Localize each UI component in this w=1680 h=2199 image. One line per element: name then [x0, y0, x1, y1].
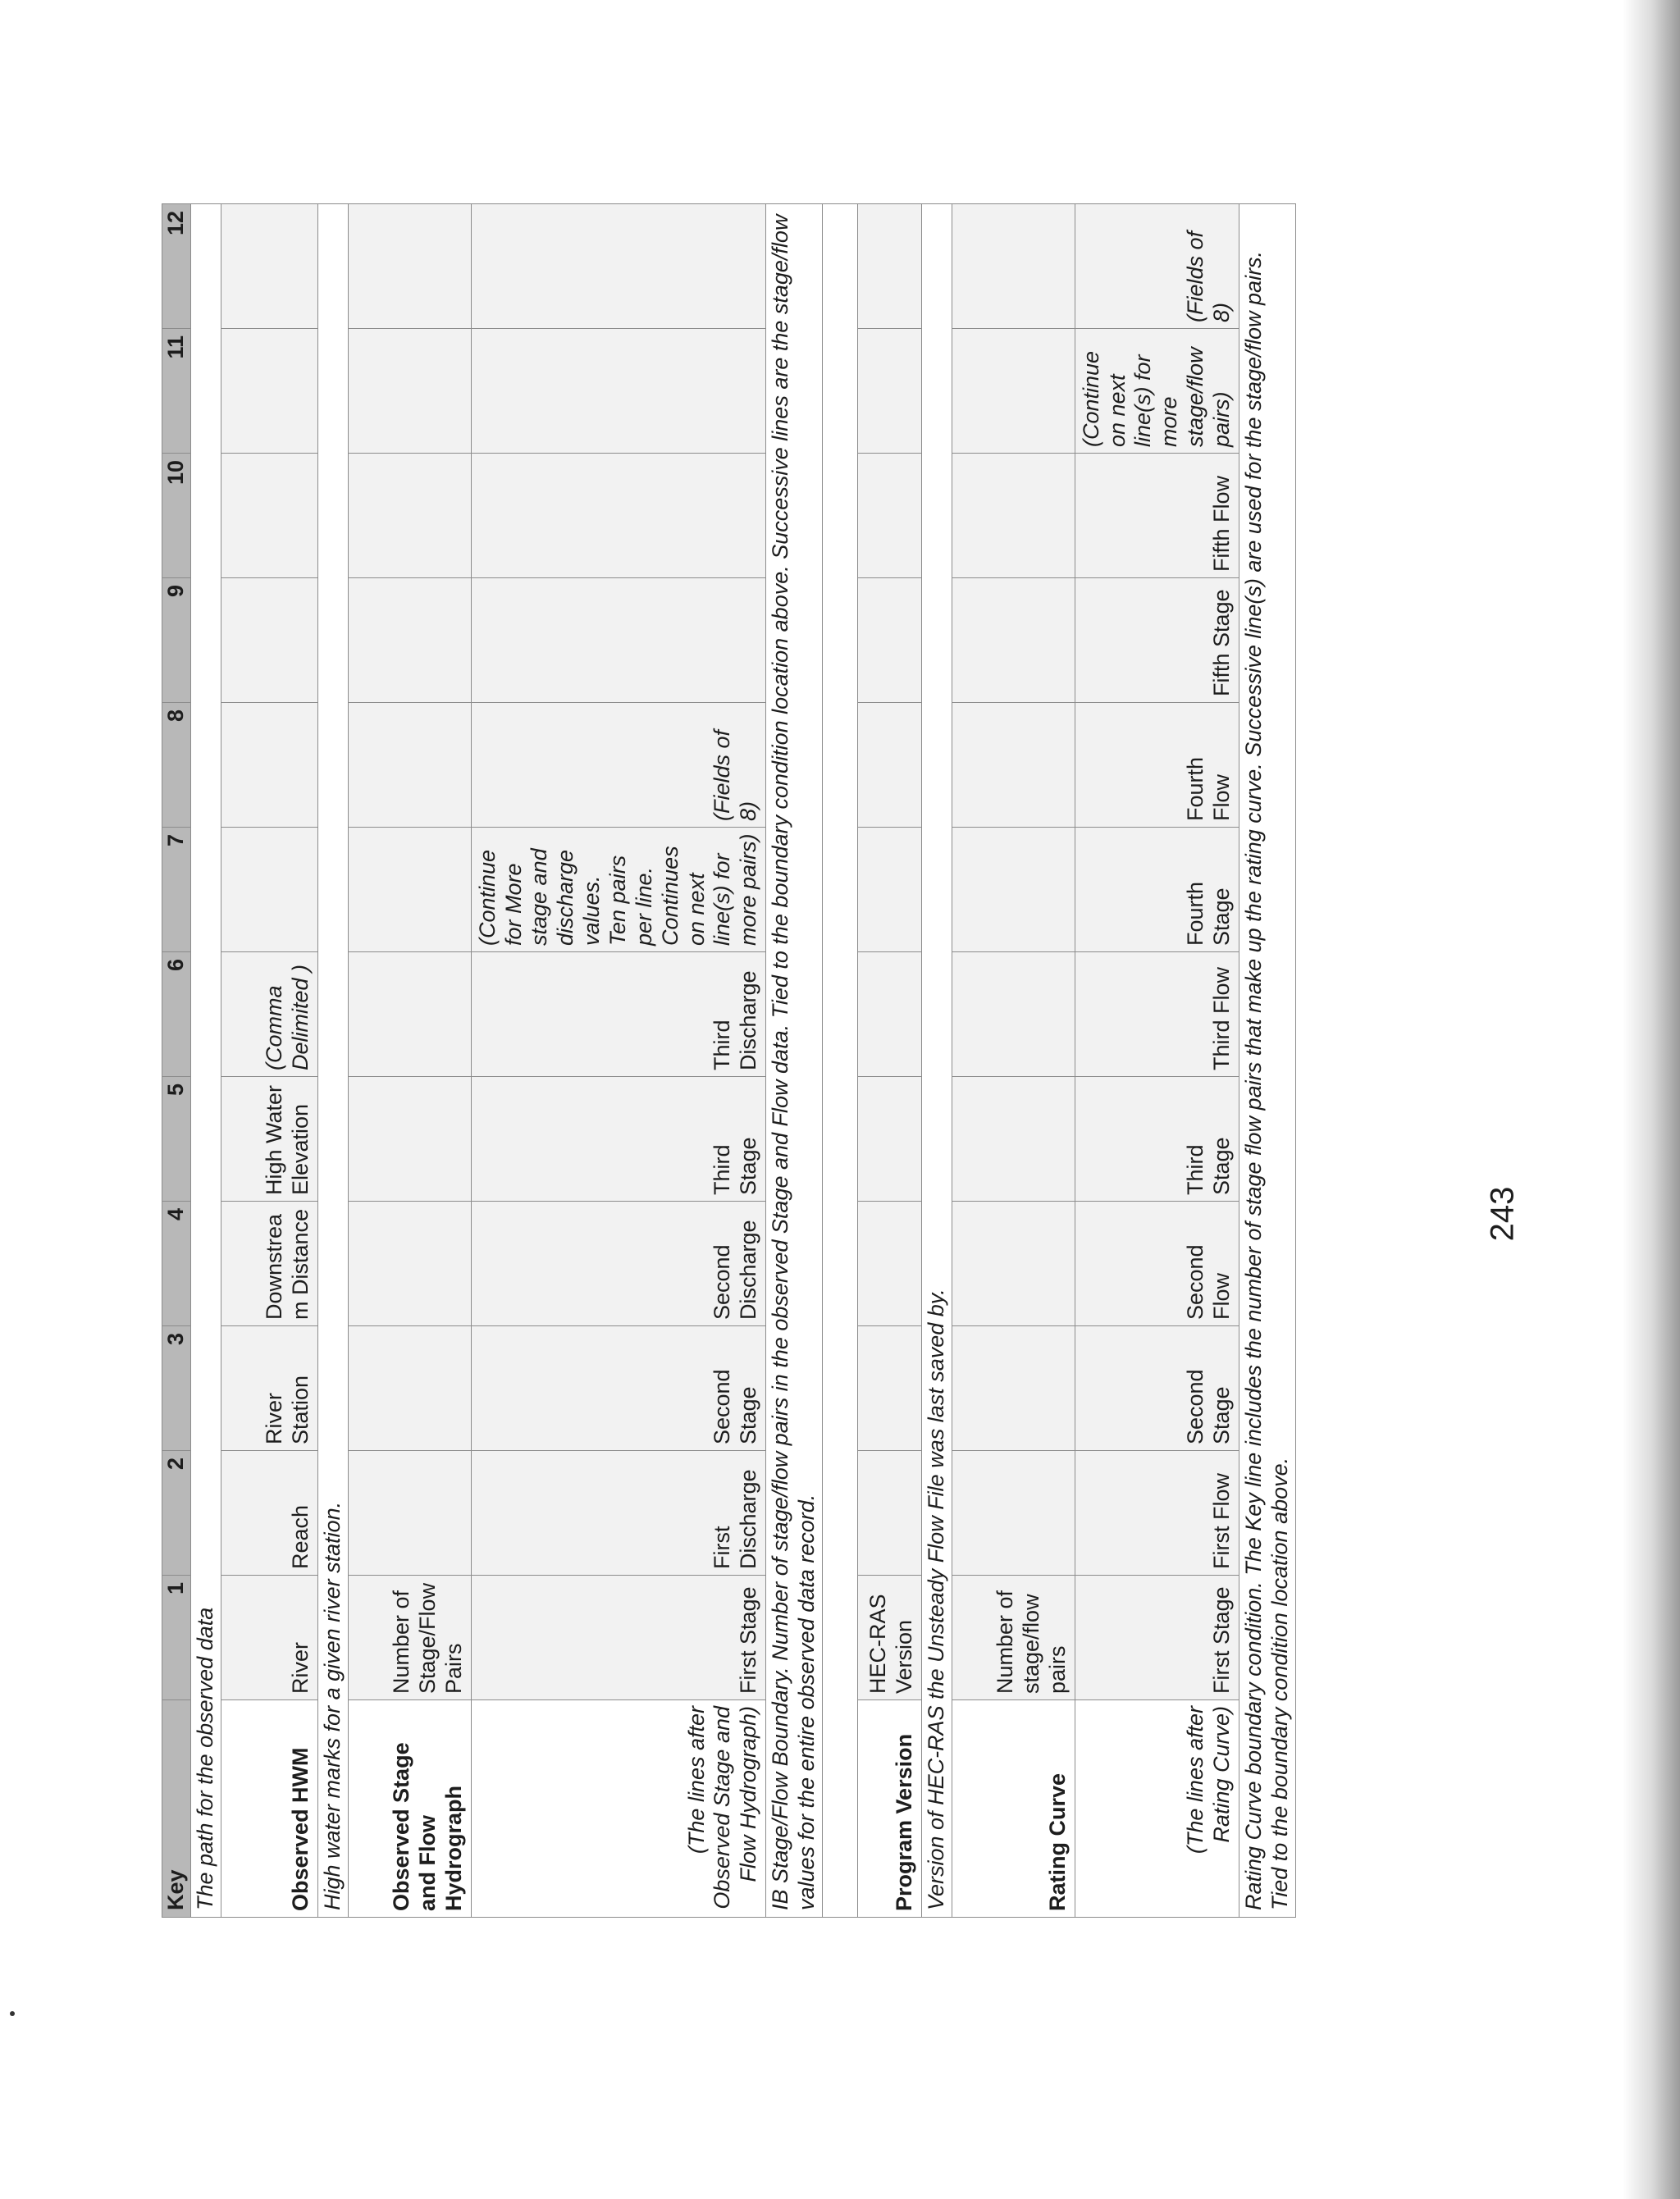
table-row — [1239, 204, 1295, 1918]
table-row — [348, 204, 471, 1918]
table-row — [952, 204, 1075, 1918]
table-row — [1075, 204, 1239, 1918]
page-number: 243 — [1484, 1186, 1521, 1242]
observed-hwm-key: Observed HWM — [221, 1700, 317, 1918]
rating-curve-sub-field-8: Fourth Flow — [1075, 703, 1239, 828]
rating-curve-sub-field-10: Fifth Flow — [1075, 454, 1239, 578]
stage-flow-sub-field-4: Second Discharge — [471, 1202, 765, 1326]
header-field-8: 8 — [162, 703, 191, 828]
table-row — [221, 204, 317, 1918]
header-field-3: 3 — [162, 1326, 191, 1451]
stage-flow-sub-key: (The lines after Observed Stage and Flow Hydrograph) — [471, 1700, 765, 1918]
header-field-4: 4 — [162, 1202, 191, 1326]
hwm-note: High water marks for a given river station. — [317, 204, 348, 1918]
stage-flow-note: IB Stage/Flow Boundary. Number of stage/flow pairs in the observed Stage and Flow data. Tied to the boundary condition location above. Successive lines are the stage/flow values for the entire observed data record. — [766, 204, 823, 1918]
rating-curve-sub-field-9: Fifth Stage — [1075, 578, 1239, 703]
rating-curve-sub-key: (The lines after Rating Curve) — [1075, 1700, 1239, 1918]
table-row — [191, 204, 221, 1918]
rating-curve-field-1: Number of stage/flow pairs — [952, 1576, 1075, 1700]
table-row — [857, 204, 921, 1918]
rating-curve-sub-field-7: Fourth Stage — [1075, 828, 1239, 952]
hwm-field-5: High Water Elevation — [221, 1077, 317, 1202]
table-row — [921, 204, 952, 1918]
stage-flow-fields-of-8: (Fields of 8) — [471, 703, 765, 828]
header-field-11: 11 — [162, 329, 191, 454]
stray-mark — [10, 2011, 15, 2016]
header-field-7: 7 — [162, 828, 191, 952]
table-row — [822, 204, 857, 1918]
table-header-row — [162, 204, 191, 1918]
rating-curve-continue-note: (Continue on next line(s) for more stage/flow pairs) — [1075, 329, 1239, 454]
rating-curve-sub-field-1: First Stage — [1075, 1576, 1239, 1700]
table-row — [766, 204, 823, 1918]
header-field-2: 2 — [162, 1451, 191, 1576]
observed-data-note: The path for the observed data — [191, 204, 221, 1918]
stage-flow-sub-field-5: Third Stage — [471, 1077, 765, 1202]
hwm-field-3: River Station — [221, 1326, 317, 1451]
table-row — [317, 204, 348, 1918]
header-field-12: 12 — [162, 204, 191, 329]
rating-curve-sub-field-6: Third Flow — [1075, 952, 1239, 1077]
stage-flow-hydrograph-key: Observed Stage and Flow Hydrograph — [348, 1700, 471, 1918]
program-version-key: Program Version — [857, 1700, 921, 1918]
stage-flow-field-1: Number of Stage/Flow Pairs — [348, 1576, 471, 1700]
rating-curve-sub-field-3: Second Stage — [1075, 1326, 1239, 1451]
unsteady-flow-keys-table — [162, 203, 1296, 1918]
stage-flow-sub-field-2: First Discharge — [471, 1451, 765, 1576]
header-field-6: 6 — [162, 952, 191, 1077]
hwm-field-4: Downstream Distance — [221, 1202, 317, 1326]
stage-flow-sub-field-6: Third Discharge — [471, 952, 765, 1077]
stage-flow-sub-field-3: Second Stage — [471, 1326, 765, 1451]
rotated-table-container — [162, 203, 1384, 1918]
header-key: Key — [162, 1700, 191, 1918]
rating-curve-note: Rating Curve boundary condition. The Key line includes the number of stage flow pairs that make up the rating curve. Successive line(s) are used for the stage/flow pairs. Tied to the boundary condition location above. — [1239, 204, 1295, 1918]
hwm-field-2: Reach — [221, 1451, 317, 1576]
rating-curve-sub-field-4: Second Flow — [1075, 1202, 1239, 1326]
page-binding-shadow — [1623, 0, 1680, 2199]
rating-curve-fields-of-8: (Fields of 8) — [1075, 204, 1239, 329]
table-row — [471, 204, 765, 1918]
stage-flow-continue-note: (Continue for More stage and discharge values. Ten pairs per line. Continues on next line(s) for more pairs) — [471, 828, 765, 952]
header-field-9: 9 — [162, 578, 191, 703]
rating-curve-sub-field-5: Third Stage — [1075, 1077, 1239, 1202]
hwm-field-6: (Comma Delimited ) — [221, 952, 317, 1077]
program-version-note: Version of HEC-RAS the Unsteady Flow File was last saved by. — [921, 204, 952, 1918]
stage-flow-sub-field-1: First Stage — [471, 1576, 765, 1700]
rating-curve-key: Rating Curve — [952, 1700, 1075, 1918]
rating-curve-sub-field-2: First Flow — [1075, 1451, 1239, 1576]
program-version-field-1: HEC-RAS Version — [857, 1576, 921, 1700]
header-field-1: 1 — [162, 1576, 191, 1700]
header-field-10: 10 — [162, 454, 191, 578]
hwm-field-1: River — [221, 1576, 317, 1700]
header-field-5: 5 — [162, 1077, 191, 1202]
